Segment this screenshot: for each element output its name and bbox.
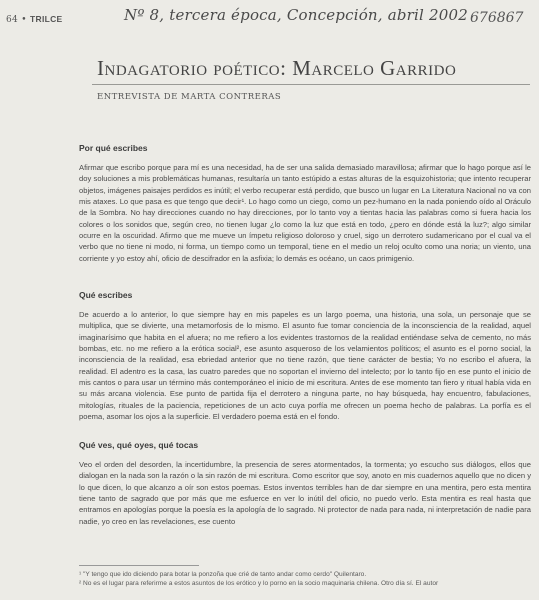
section-body: Veo el orden del desorden, la incertidumbre, la presencia de seres atormentados, la tormenta; yo escucho sus diálogos, ellos que dialogan en la nada son la razón o la sin razón de mi escritura. Como escritor que soy, anoto en mis cuadernos aquello que no dicen y lo que dicen, lo que alcanzo a oír son estos poemas. Estos inventos terribles han de dar siempre en una mentira, pero esta mentira tiene tanto de sagrado que por más que me esfuerce en ver lo inútil del oficio, no puedo verlo. Esta mentira es real hasta que entramos en apologías porque la poesía es la apología de lo sagrado. Ni protector de nada para nada, ni interpretación de nadie para nadie, yo creo en las revelaciones, ese cuento (79, 460, 531, 526)
accession-number: 676867 (470, 10, 524, 26)
page-number: 64 (6, 15, 19, 25)
article-subtitle: ENTREVISTA DE MARTA CONTRERAS (97, 92, 282, 102)
footnote-2: ² No es el lugar para referirme a estos asuntos de los erótico y lo porno en la socio maquinaria chilena. Otro día sí. El autor (79, 580, 439, 587)
footnote-1: ¹ "Y tengo que ido diciendo para botar la ponzoña que crié de tanto andar como cerdo" Quilentaro. (79, 571, 367, 578)
title-divider (92, 84, 530, 85)
footnote-divider (79, 565, 199, 566)
section-por-que-escribes (79, 143, 531, 264)
section-que-escribes (79, 290, 531, 422)
handwritten-note: Nº 8, tercera época, Concepción, abril 2002 (124, 6, 468, 24)
section-body: De acuerdo a lo anterior, lo que siempre hay en mis papeles es un largo poema, una historia, una sola, un personaje que se multiplica, que se divierte, una metamorfosis de lo mismo. El asunto fue tomar conciencia de la inconsciencia de la realidad, aquel imaginarísimo que habita en el afuera; no me refiero a los evidentes trastornos de la realidad entiéndase selva de cemento, no más bombas, etc. no me refiero a la erótica social², ese asunto asqueroso de los velamientos políticos; el asunto es el porno social, la inconsciencia de la realidad, esa ebriedad anterior que no tiene razón, que tiene carácter de bestia; Yo no escribo el afuera, la realidad. El adentro es la casa, las cuatro paredes que no soportan el invierno del intelecto; por lo tanto fijo en ese punto el inicio de mis cantos o para usar un término más contemporáneo el inicio de mi escritura. Antes de ese momento tan fiero y ritual había vida en su más arcana violencia. Ese punto de partida fija el derrotero a ninguna parte, no hay búsqueda, hay encuentro, fabulaciones, mitologías, rituales de la paciencia, repeticiones de un acto cuya porfía me ofrecen un poema hecho de palabras. La porfía es el poema, asomar los ojos a la superficie. El verdadero poema está en el fondo. (79, 310, 531, 422)
section-heading: Qué escribes (79, 290, 133, 300)
magazine-name: TRILCE (30, 14, 63, 24)
section-body: Afirmar que escribo porque para mí es una necesidad, ha de ser una salida demasiado maravillosa; afirmar que lo hago porque así le doy soluciones a mis problemáticas humanas, resultaría un tanto estúpido a estas alturas de la esquizohistoria; que intento recuperar objetos, imágenes paisajes perdidos es inútil; el verbo recuperar está perdido, que busco un lugar en La Literatura Nacional no va con mis ataxes. Lo que pasa es que tengo que decir¹. Lo hago como un ciego, como un pez-humano en la nada poniendo oído al Oráculo de la Sombra. No hay direcciones cuando no hay direcciones, por lo tanto voy a tientas hacia las palabras como si fuera hacia los colores o los sonidos que, según creo, no tienen lugar ¿lo como la luz que está en todo, ¿pero en dónde está la luz?; algo similar ocurre en la oscuridad. Afirmo que me mueve un ímpetu religioso doloroso y cruel, sigo un derrotero sudamericano por el cual va el verbo que no tiene ni modo, ni forma, un tiempo como un temporal, tiene en el medio un reloj oculto como una noria; un viento, una corriente y yo estoy ahí, oficio de descifrador en la asfixia; lo demás es océano, un caos primigenio. (79, 163, 531, 263)
section-que-ves (79, 440, 531, 527)
section-heading: Por qué escribes (79, 143, 148, 153)
section-heading: Qué ves, qué oyes, qué tocas (79, 440, 199, 450)
footnotes (79, 570, 531, 588)
header-bullet: • (21, 15, 31, 25)
article-title: Indagatorio poético: Marcelo Garrido (97, 56, 457, 80)
